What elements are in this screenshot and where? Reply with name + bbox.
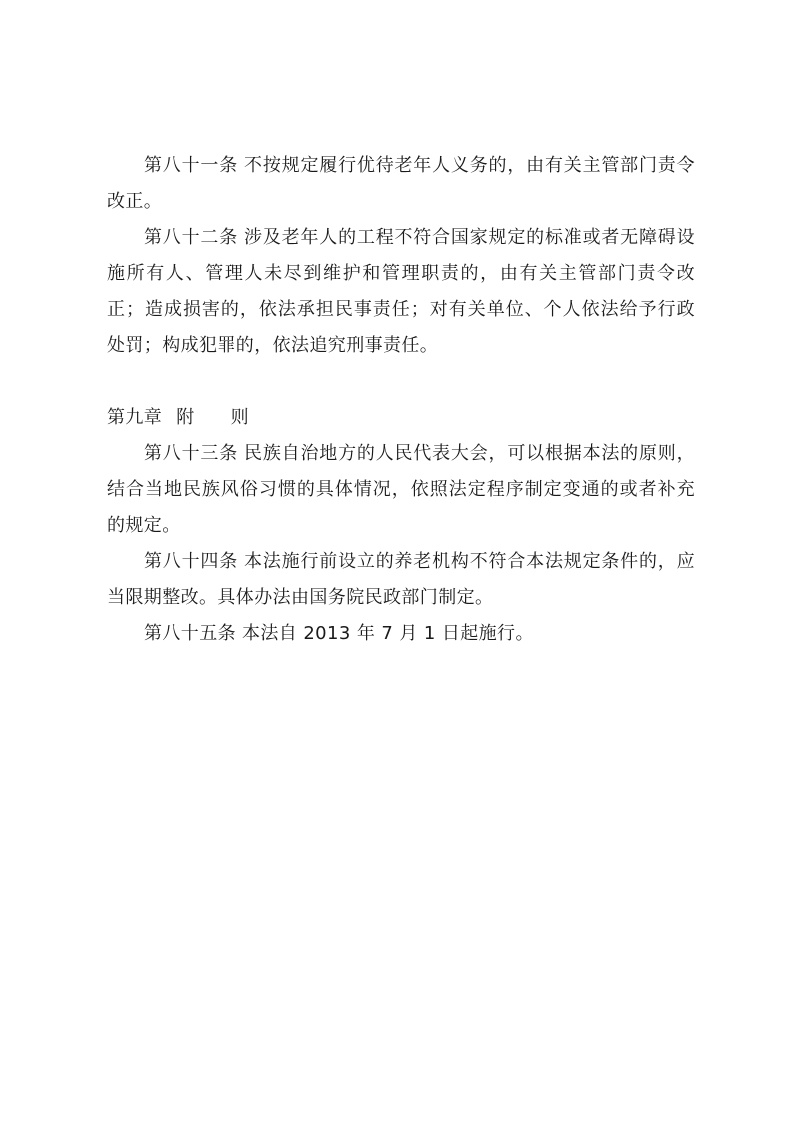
chapter-title-part2: 则 [230,407,250,428]
article-number: 第八十一条 [144,155,239,176]
article-83 [107,436,695,544]
article-text: 涉及老年人的工程不符合国家规定的标准或者无障碍设施所有人、管理人未尽到维护和管理职责的，由有关主管部门责令改正；造成损害的，依法承担民事责任；对有关单位、个人依法给予行政处罚；构成犯罪的，依法追究刑事责任。 [107,227,696,356]
article-text: 不按规定履行优待老年人义务的，由有关主管部门责令改正。 [107,155,696,212]
document-body [107,148,695,652]
chapter-title-part1: 附 [176,407,195,428]
article-82 [107,220,695,364]
section-spacer [107,364,695,400]
article-81 [107,148,695,220]
chapter-number: 第九章 [107,407,163,428]
article-text: 本法自 2013 年 7 月 1 日起施行。 [242,623,534,644]
article-number: 第八十四条 [144,551,239,572]
article-text: 本法施行前设立的养老机构不符合本法规定条件的，应当限期整改。具体办法由国务院民政部门制定。 [107,551,696,608]
article-number: 第八十三条 [144,443,239,464]
article-85 [107,616,695,652]
article-number: 第八十五条 [144,623,236,644]
article-number: 第八十二条 [144,227,239,248]
chapter-heading [107,400,695,436]
article-84 [107,544,695,616]
article-text: 民族自治地方的人民代表大会，可以根据本法的原则，结合当地民族风俗习惯的具体情况，依照法定程序制定变通的或者补充的规定。 [107,443,696,536]
